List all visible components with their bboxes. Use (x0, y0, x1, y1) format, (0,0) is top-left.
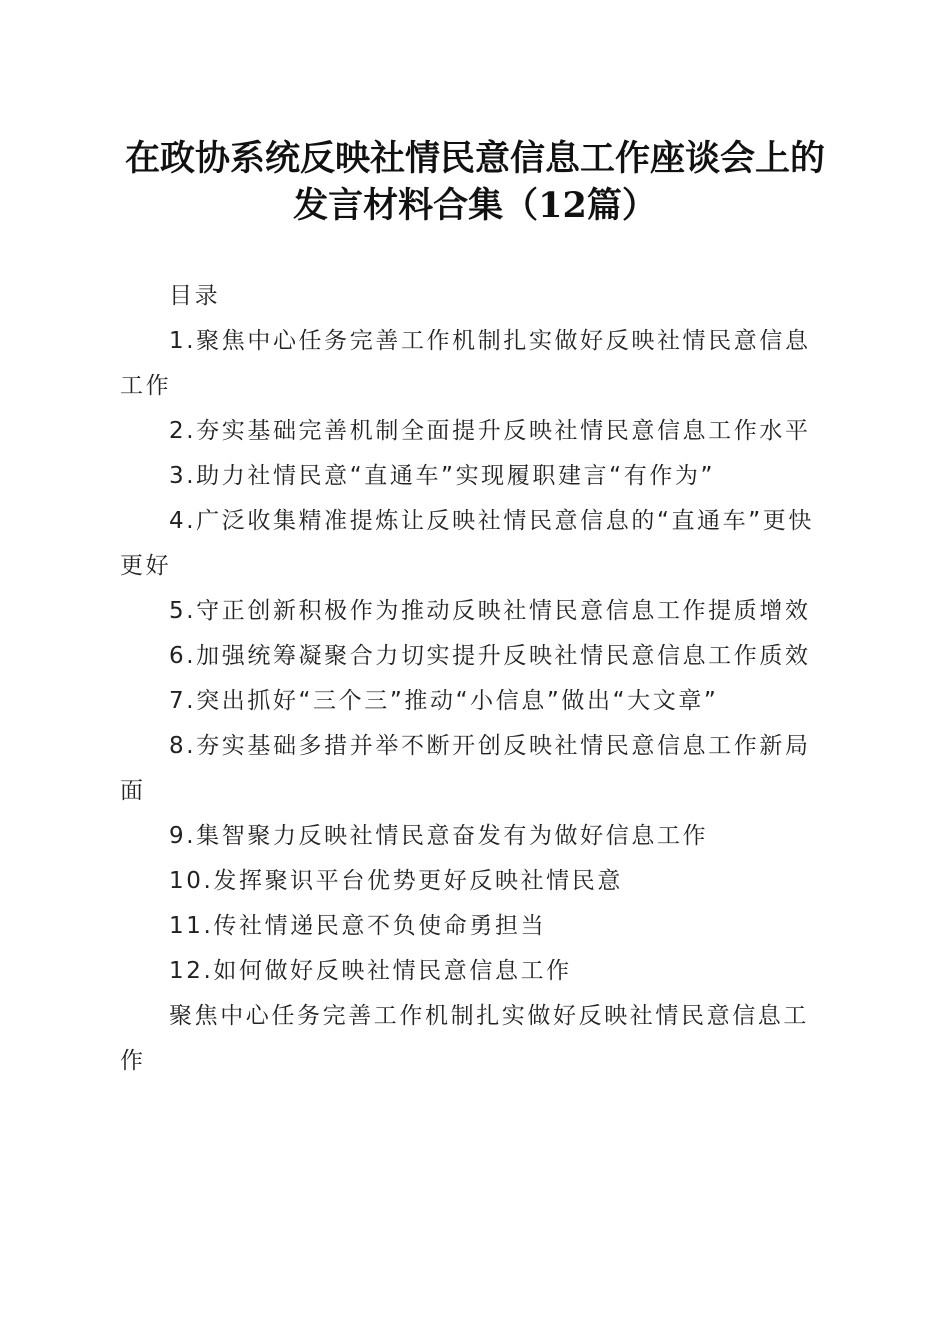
toc-item-8: 8.夯实基础多措并举不断开创反映社情民意信息工作新局面 (120, 733, 811, 804)
document-body (120, 274, 825, 1084)
toc-item-4: 4.广泛收集精准提炼让反映社情民意信息的“直通车”更快更好 (120, 508, 814, 579)
toc-item-12: 12.如何做好反映社情民意信息工作 (169, 958, 572, 984)
section-title: 聚焦中心任务完善工作机制扎实做好反映社情民意信息工作 (120, 1003, 809, 1074)
toc-item-5: 5.守正创新积极作为推动反映社情民意信息工作提质增效 (169, 598, 811, 624)
toc-item-2: 2.夯实基础完善机制全面提升反映社情民意信息工作水平 (169, 418, 811, 444)
toc-item-9: 9.集智聚力反映社情民意奋发有为做好信息工作 (169, 823, 709, 849)
toc-item-3: 3.助力社情民意“直通车”实现履职建言“有作为” (169, 463, 716, 489)
toc-item-10: 10.发挥聚识平台优势更好反映社情民意 (169, 868, 623, 894)
toc-item-6: 6.加强统筹凝聚合力切实提升反映社情民意信息工作质效 (169, 643, 811, 669)
toc-item-7: 7.突出抓好“三个三”推动“小信息”做出“大文章” (169, 688, 719, 714)
document-title-line-1: 在政协系统反映社情民意信息工作座谈会上的 (124, 138, 825, 179)
toc-heading: 目录 (169, 283, 221, 309)
toc-item-11: 11.传社情递民意不负使命勇担当 (169, 913, 547, 939)
document-title-line-2: 发言材料合集（12篇） (293, 185, 657, 226)
toc-item-1: 1.聚焦中心任务完善工作机制扎实做好反映社情民意信息工作 (120, 328, 811, 399)
